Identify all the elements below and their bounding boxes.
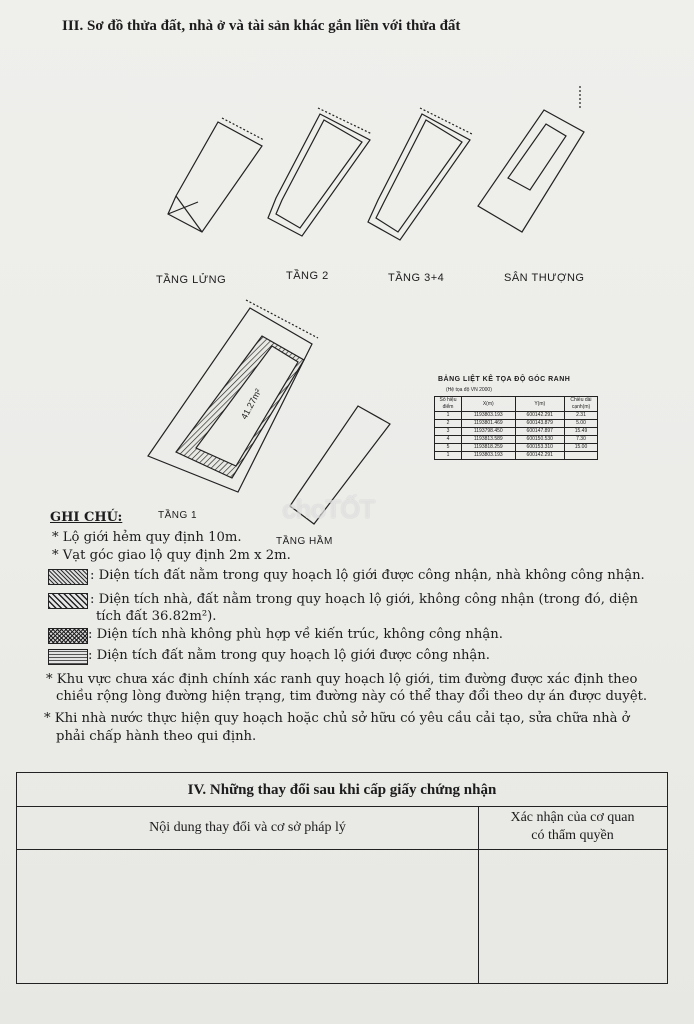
coord-cell: 600143.879 xyxy=(515,420,564,428)
coord-header-cell: X(m) xyxy=(462,397,516,412)
coord-table xyxy=(434,396,598,460)
plan-tang-1 xyxy=(148,300,318,492)
coord-cell: 1193813.589 xyxy=(462,436,516,444)
coord-cell: 1193803.193 xyxy=(462,452,516,460)
coord-cell: 1193818.259 xyxy=(462,444,516,452)
coord-cell: 600150.530 xyxy=(515,436,564,444)
coord-cell: 600147.897 xyxy=(515,428,564,436)
table-row xyxy=(435,412,598,420)
plan-tang-3-4 xyxy=(368,108,472,240)
watermark-logo: choTỐT xyxy=(282,494,375,524)
plot-area-label: 41.27m² xyxy=(238,387,264,421)
changes-table-title: IV. Những thay đổi sau khi cấp giấy chứng nhận xyxy=(17,773,667,807)
coord-cell: 5.00 xyxy=(565,420,598,428)
legend-swatch-recognized-land xyxy=(48,569,88,585)
table-row xyxy=(435,420,598,428)
coord-cell: 15.00 xyxy=(565,444,598,452)
coord-cell xyxy=(565,452,598,460)
coord-cell: 4 xyxy=(435,436,462,444)
plan-san-thuong xyxy=(478,86,584,232)
coord-cell: 15.49 xyxy=(565,428,598,436)
coord-cell: 1193798.450 xyxy=(462,428,516,436)
coord-header-cell: Y(m) xyxy=(515,397,564,412)
section-title: III. Sơ đồ thửa đất, nhà ở và tài sản khác gắn liền với thửa đất xyxy=(62,18,461,34)
plan-tang-2 xyxy=(268,108,372,236)
coord-cell: 600142.291 xyxy=(515,412,564,420)
column-header-confirmation xyxy=(478,809,667,849)
coord-cell: 600153.310 xyxy=(515,444,564,452)
changes-table xyxy=(16,772,668,984)
table-row xyxy=(435,444,598,452)
coord-cell: 7.30 xyxy=(565,436,598,444)
coord-cell: 1193803.193 xyxy=(462,412,516,420)
coord-header-cell: Chiều dài cạnh(m) xyxy=(565,397,598,412)
legend-swatch-unrecognized xyxy=(48,593,88,609)
header-divider xyxy=(17,849,667,850)
legend-text: : Diện tích đất nằm trong quy hoạch lộ giới được công nhận, nhà không công nhận. xyxy=(90,568,645,583)
floor-label-san-thuong: SÂN THƯỢNG xyxy=(504,272,585,284)
note-line: * Vạt góc giao lộ quy định 2m x 2m. xyxy=(52,548,291,563)
column-header-line: có thẩm quyền xyxy=(531,828,614,843)
floor-label-tang-2: TẦNG 2 xyxy=(286,270,329,282)
legend-swatch-architecture xyxy=(48,628,88,644)
plan-tang-lung xyxy=(168,118,264,232)
note-line: * Khu vực chưa xác định chính xác ranh quy hoạch lộ giới, tim đường được xác định theo xyxy=(46,672,638,687)
note-line: * Lộ giới hẻm quy định 10m. xyxy=(52,530,242,545)
coord-header-cell: Số hiệu điểm xyxy=(435,397,462,412)
legend-text: tích đất 36.82m²). xyxy=(96,609,217,624)
legend-swatch-road-plan xyxy=(48,649,88,665)
coord-cell: 1 xyxy=(435,412,462,420)
column-header-line: Xác nhận của cơ quan xyxy=(510,810,635,825)
column-header-changes: Nội dung thay đổi và cơ sở pháp lý xyxy=(149,820,346,835)
coord-table-header-row xyxy=(435,397,598,412)
note-line: chiều rộng lòng đường hiện trạng, tim đường này có thể thay đổi theo dự án được duyệt. xyxy=(56,689,648,704)
legend-text: : Diện tích nhà không phù hợp về kiến trúc, không công nhận. xyxy=(88,627,503,642)
coord-cell: 600142.291 xyxy=(515,452,564,460)
table-row xyxy=(435,428,598,436)
coord-cell: 3 xyxy=(435,428,462,436)
coord-table-subtitle: (Hệ tọa độ VN 2000) xyxy=(446,387,492,393)
table-row xyxy=(435,452,598,460)
table-row xyxy=(435,436,598,444)
notes-heading: GHI CHÚ: xyxy=(50,510,123,525)
coord-cell: 1193801.469 xyxy=(462,420,516,428)
floor-label-tang-3-4: TẦNG 3+4 xyxy=(388,272,445,284)
floor-label-tang-ham: TẦNG HẦM xyxy=(276,536,333,547)
coord-cell: 5 xyxy=(435,444,462,452)
coord-cell: 1 xyxy=(435,452,462,460)
floor-label-tang-1: TẦNG 1 xyxy=(158,510,198,521)
floor-label-tang-lung: TẦNG LỬNG xyxy=(156,274,227,286)
coord-cell: 2.31 xyxy=(565,412,598,420)
coord-cell: 2 xyxy=(435,420,462,428)
note-line: phải chấp hành theo qui định. xyxy=(56,729,257,744)
legend-text: : Diện tích đất nằm trong quy hoạch lộ giới được công nhận. xyxy=(88,648,490,663)
coord-table-title: BẢNG LIỆT KÊ TỌA ĐỘ GÓC RANH xyxy=(438,376,571,383)
note-line: * Khi nhà nước thực hiện quy hoạch hoặc chủ sở hữu có yêu cầu cải tạo, sửa chữa nhà ở xyxy=(44,711,630,726)
legend-text: : Diện tích nhà, đất nằm trong quy hoạch lộ giới, không công nhận (trong đó, diện xyxy=(90,592,639,607)
